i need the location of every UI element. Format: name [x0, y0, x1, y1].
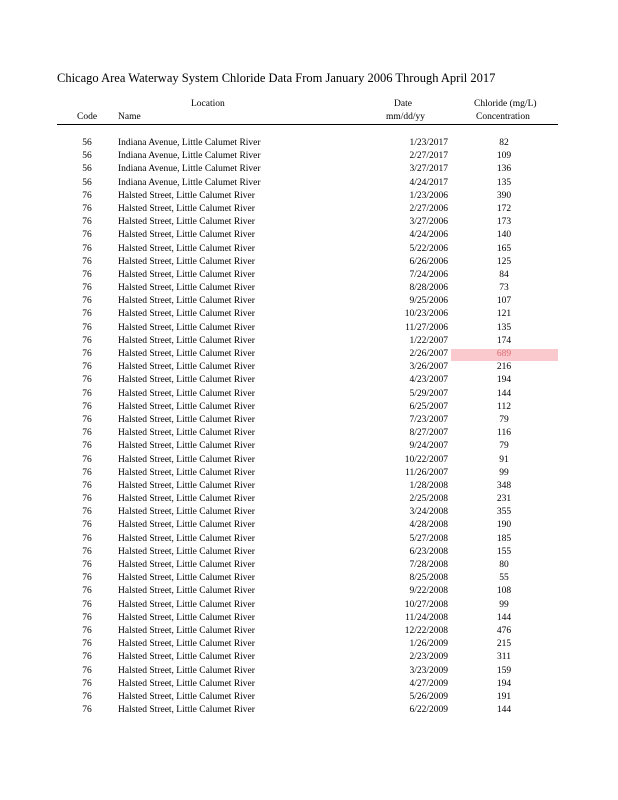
table-row [0, 678, 618, 691]
concentration-cell: 107 [496, 296, 512, 307]
table-row [0, 691, 618, 704]
concentration-cell: 165 [496, 243, 512, 254]
date-cell: 4/24/2017 [409, 177, 448, 188]
concentration-cell: 348 [496, 480, 512, 491]
date-cell: 7/23/2007 [409, 414, 448, 425]
code-cell: 76 [82, 573, 92, 584]
table-row [0, 335, 618, 348]
date-cell: 4/24/2006 [409, 230, 448, 241]
table-row [0, 295, 618, 308]
date-cell: 9/22/2008 [409, 586, 448, 597]
name-cell: Halsted Street, Little Calumet River [118, 401, 255, 412]
concentration-cell: 84 [499, 269, 509, 280]
date-cell: 1/28/2008 [409, 480, 448, 491]
concentration-cell: 136 [496, 164, 512, 175]
concentration-cell: 73 [499, 283, 509, 294]
table-row [0, 572, 618, 585]
date-header: Date [394, 99, 412, 109]
date-cell: 7/24/2006 [409, 269, 448, 280]
concentration-cell: 144 [496, 705, 512, 716]
date-cell: 3/27/2017 [409, 164, 448, 175]
concentration-cell: 99 [499, 599, 509, 610]
name-cell: Halsted Street, Little Calumet River [118, 190, 255, 201]
date-cell: 3/23/2009 [409, 665, 448, 676]
concentration-cell: 91 [499, 454, 509, 465]
table-row [0, 612, 618, 625]
name-cell: Halsted Street, Little Calumet River [118, 546, 255, 557]
location-header: Location [191, 99, 225, 109]
name-cell: Halsted Street, Little Calumet River [118, 665, 255, 676]
code-cell: 56 [82, 177, 92, 188]
name-cell: Halsted Street, Little Calumet River [118, 507, 255, 518]
code-cell: 76 [82, 586, 92, 597]
date-format-header: mm/dd/yy [386, 112, 426, 122]
name-cell: Halsted Street, Little Calumet River [118, 625, 255, 636]
name-cell: Halsted Street, Little Calumet River [118, 612, 255, 623]
date-cell: 3/27/2006 [409, 217, 448, 228]
table-row [0, 519, 618, 532]
table-row [0, 665, 618, 678]
concentration-cell: 194 [496, 375, 512, 386]
code-cell: 76 [82, 665, 92, 676]
concentration-cell: 476 [496, 625, 512, 636]
table-row [0, 427, 618, 440]
table-row [0, 585, 618, 598]
code-cell: 76 [82, 256, 92, 267]
code-cell: 76 [82, 230, 92, 241]
date-cell: 5/29/2007 [409, 388, 448, 399]
name-cell: Halsted Street, Little Calumet River [118, 639, 255, 650]
table-row [0, 177, 618, 190]
table-row [0, 282, 618, 295]
name-cell: Halsted Street, Little Calumet River [118, 586, 255, 597]
date-cell: 6/23/2008 [409, 546, 448, 557]
table-row [0, 651, 618, 664]
date-cell: 3/24/2008 [409, 507, 448, 518]
code-cell: 56 [82, 151, 92, 162]
concentration-cell: 82 [499, 138, 509, 148]
code-cell: 76 [82, 375, 92, 386]
date-cell: 2/27/2006 [409, 203, 448, 214]
table-row [0, 638, 618, 651]
concentration-cell: 172 [496, 203, 512, 214]
date-cell: 10/23/2006 [404, 309, 448, 320]
concentration-cell: 108 [496, 586, 512, 597]
date-cell: 2/27/2017 [409, 151, 448, 162]
name-cell: Halsted Street, Little Calumet River [118, 309, 255, 320]
date-cell: 2/25/2008 [409, 494, 448, 505]
date-cell: 3/26/2007 [409, 362, 448, 373]
name-cell: Halsted Street, Little Calumet River [118, 414, 255, 425]
name-cell: Halsted Street, Little Calumet River [118, 256, 255, 267]
date-cell: 11/26/2007 [405, 467, 448, 478]
date-cell: 4/23/2007 [409, 375, 448, 386]
name-cell: Indiana Avenue, Little Calumet River [118, 177, 261, 188]
date-cell: 5/22/2006 [409, 243, 448, 254]
code-cell: 76 [82, 190, 92, 201]
name-cell: Halsted Street, Little Calumet River [118, 203, 255, 214]
code-cell: 76 [82, 322, 92, 333]
name-cell: Halsted Street, Little Calumet River [118, 691, 255, 702]
code-cell: 76 [82, 507, 92, 518]
date-cell: 12/22/2008 [404, 625, 448, 636]
concentration-cell: 190 [496, 520, 512, 531]
concentration-cell: 116 [497, 428, 511, 439]
name-cell: Halsted Street, Little Calumet River [118, 560, 255, 570]
concentration-cell: 689 [496, 349, 512, 359]
table-row [0, 440, 618, 453]
data-table [0, 137, 618, 717]
code-cell: 76 [82, 520, 92, 531]
concentration-header: Concentration [476, 112, 530, 122]
name-cell: Halsted Street, Little Calumet River [118, 480, 255, 491]
code-cell: 76 [82, 296, 92, 307]
table-row [0, 243, 618, 256]
code-cell: 76 [82, 269, 92, 280]
table-row [0, 322, 618, 335]
code-cell: 56 [82, 164, 92, 175]
table-row [0, 704, 618, 717]
concentration-cell: 135 [496, 177, 512, 188]
concentration-cell: 174 [496, 335, 512, 346]
code-cell: 76 [82, 546, 92, 557]
table-row [0, 163, 618, 176]
concentration-cell: 215 [496, 639, 512, 650]
code-cell: 56 [82, 138, 92, 148]
code-cell: 76 [82, 309, 92, 320]
table-row [0, 506, 618, 519]
table-row [0, 374, 618, 387]
concentration-cell: 80 [499, 560, 509, 570]
code-cell: 76 [82, 691, 92, 702]
code-cell: 76 [82, 599, 92, 610]
code-header: Code [77, 112, 98, 122]
date-cell: 8/28/2006 [409, 283, 448, 294]
header-divider [57, 124, 558, 125]
code-cell: 76 [82, 349, 92, 359]
date-cell: 1/23/2017 [409, 138, 448, 148]
chloride-header: Chloride (mg/L) [474, 99, 537, 109]
name-cell: Halsted Street, Little Calumet River [118, 269, 255, 280]
name-cell: Halsted Street, Little Calumet River [118, 678, 255, 689]
name-cell: Halsted Street, Little Calumet River [118, 428, 255, 439]
table-row [0, 625, 618, 638]
table-row [0, 308, 618, 321]
date-cell: 9/24/2007 [409, 441, 448, 452]
date-cell: 11/27/2006 [405, 322, 448, 333]
code-cell: 76 [82, 283, 92, 294]
name-cell: Halsted Street, Little Calumet River [118, 322, 255, 333]
concentration-cell: 173 [496, 217, 512, 228]
name-cell: Halsted Street, Little Calumet River [118, 230, 255, 241]
name-cell: Halsted Street, Little Calumet River [118, 533, 255, 544]
table-row [0, 467, 618, 480]
concentration-cell: 159 [496, 665, 512, 676]
name-cell: Halsted Street, Little Calumet River [118, 520, 255, 531]
name-cell: Halsted Street, Little Calumet River [118, 441, 255, 452]
code-cell: 76 [82, 705, 92, 716]
date-cell: 1/22/2007 [409, 335, 448, 346]
date-cell: 8/25/2008 [409, 573, 448, 584]
code-cell: 76 [82, 428, 92, 439]
name-cell: Halsted Street, Little Calumet River [118, 705, 255, 716]
date-cell: 5/27/2008 [409, 533, 448, 544]
code-cell: 76 [82, 480, 92, 491]
table-row [0, 256, 618, 269]
date-cell: 1/26/2009 [409, 639, 448, 650]
code-cell: 76 [82, 441, 92, 452]
concentration-cell: 109 [496, 151, 512, 162]
code-cell: 76 [82, 467, 92, 478]
concentration-cell: 79 [499, 441, 509, 452]
name-header: Name [118, 112, 141, 122]
table-row [0, 480, 618, 493]
name-cell: Halsted Street, Little Calumet River [118, 494, 255, 505]
name-cell: Halsted Street, Little Calumet River [118, 335, 255, 346]
date-cell: 2/26/2007 [409, 349, 448, 359]
concentration-cell: 194 [496, 678, 512, 689]
code-cell: 76 [82, 454, 92, 465]
concentration-cell: 144 [496, 388, 512, 399]
date-cell: 10/27/2008 [404, 599, 448, 610]
name-cell: Halsted Street, Little Calumet River [118, 375, 255, 386]
name-cell: Halsted Street, Little Calumet River [118, 296, 255, 307]
name-cell: Halsted Street, Little Calumet River [118, 217, 255, 228]
table-row [0, 599, 618, 612]
name-cell: Halsted Street, Little Calumet River [118, 243, 255, 254]
table-row [0, 454, 618, 467]
concentration-cell: 185 [496, 533, 512, 544]
name-cell: Halsted Street, Little Calumet River [118, 652, 255, 663]
concentration-cell: 390 [496, 190, 512, 201]
table-row [0, 401, 618, 414]
code-cell: 76 [82, 678, 92, 689]
table-row [0, 493, 618, 506]
code-cell: 76 [82, 414, 92, 425]
code-cell: 76 [82, 388, 92, 399]
concentration-cell: 355 [496, 507, 512, 518]
date-cell: 8/27/2007 [409, 428, 448, 439]
name-cell: Indiana Avenue, Little Calumet River [118, 164, 261, 175]
code-cell: 76 [82, 612, 92, 623]
date-cell: 6/22/2009 [409, 705, 448, 716]
concentration-cell: 79 [499, 414, 509, 425]
concentration-cell: 55 [499, 573, 509, 584]
table-row [0, 559, 618, 572]
table-row [0, 388, 618, 401]
concentration-cell: 191 [496, 691, 512, 702]
code-cell: 76 [82, 362, 92, 373]
code-cell: 76 [82, 243, 92, 254]
code-cell: 76 [82, 639, 92, 650]
code-cell: 76 [82, 494, 92, 505]
table-row [0, 348, 618, 361]
concentration-cell: 135 [496, 322, 512, 333]
name-cell: Indiana Avenue, Little Calumet River [118, 151, 261, 162]
concentration-cell: 121 [496, 309, 512, 320]
date-cell: 6/25/2007 [409, 401, 448, 412]
table-row [0, 269, 618, 282]
table-row [0, 414, 618, 427]
concentration-cell: 311 [497, 652, 511, 663]
table-row [0, 137, 618, 150]
date-cell: 7/28/2008 [409, 560, 448, 570]
concentration-cell: 144 [496, 612, 512, 623]
name-cell: Halsted Street, Little Calumet River [118, 283, 255, 294]
table-row [0, 361, 618, 374]
table-row [0, 190, 618, 203]
date-cell: 6/26/2006 [409, 256, 448, 267]
concentration-cell: 99 [499, 467, 509, 478]
code-cell: 76 [82, 217, 92, 228]
name-cell: Halsted Street, Little Calumet River [118, 467, 255, 478]
table-row [0, 229, 618, 242]
name-cell: Halsted Street, Little Calumet River [118, 454, 255, 465]
table-row [0, 216, 618, 229]
table-row [0, 546, 618, 559]
name-cell: Halsted Street, Little Calumet River [118, 388, 255, 399]
table-row [0, 203, 618, 216]
date-cell: 5/26/2009 [409, 691, 448, 702]
page-title: Chicago Area Waterway System Chloride Data From January 2006 Through April 2017 [57, 71, 496, 85]
table-row [0, 533, 618, 546]
name-cell: Halsted Street, Little Calumet River [118, 362, 255, 373]
concentration-cell: 112 [497, 401, 511, 412]
code-cell: 76 [82, 533, 92, 544]
concentration-cell: 125 [496, 256, 512, 267]
code-cell: 76 [82, 560, 92, 570]
concentration-cell: 155 [496, 546, 512, 557]
date-cell: 2/23/2009 [409, 652, 448, 663]
concentration-cell: 140 [496, 230, 512, 241]
name-cell: Halsted Street, Little Calumet River [118, 573, 255, 584]
name-cell: Halsted Street, Little Calumet River [118, 599, 255, 610]
date-cell: 9/25/2006 [409, 296, 448, 307]
date-cell: 4/28/2008 [409, 520, 448, 531]
date-cell: 1/23/2006 [409, 190, 448, 201]
concentration-cell: 216 [496, 362, 512, 373]
name-cell: Halsted Street, Little Calumet River [118, 349, 255, 359]
date-cell: 4/27/2009 [409, 678, 448, 689]
code-cell: 76 [82, 652, 92, 663]
code-cell: 76 [82, 625, 92, 636]
concentration-cell: 231 [496, 494, 512, 505]
table-row [0, 150, 618, 163]
code-cell: 76 [82, 401, 92, 412]
date-cell: 11/24/2008 [405, 612, 448, 623]
name-cell: Indiana Avenue, Little Calumet River [118, 138, 261, 148]
code-cell: 76 [82, 335, 92, 346]
date-cell: 10/22/2007 [404, 454, 448, 465]
code-cell: 76 [82, 203, 92, 214]
